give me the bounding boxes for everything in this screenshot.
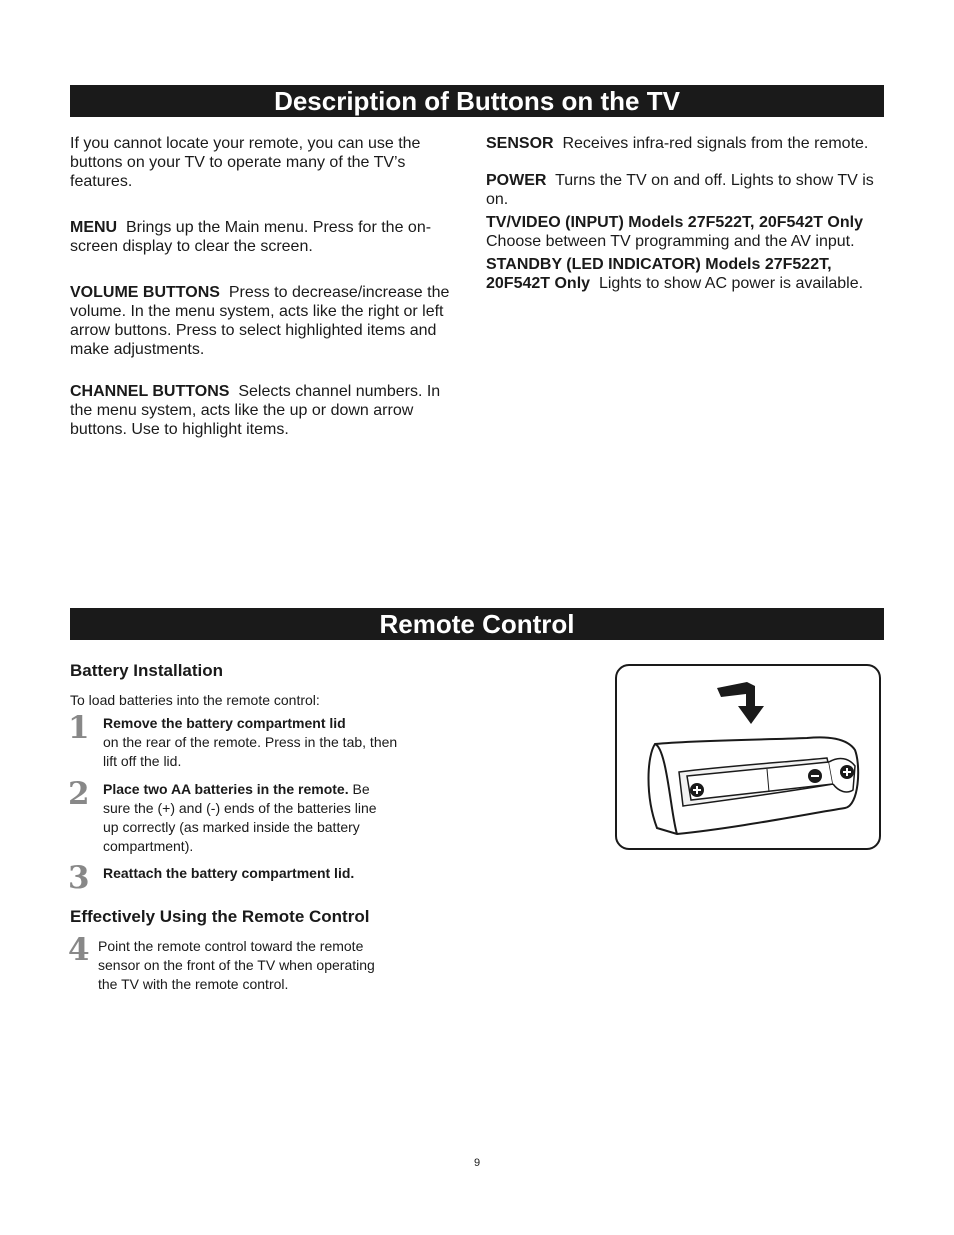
- down-arrow-icon: [717, 682, 764, 724]
- step-2-number: 2: [68, 776, 90, 812]
- menu-text: Brings up the Main menu. Press for the on-screen display to clear the screen.: [70, 219, 432, 255]
- step-4-number: 4: [68, 932, 90, 968]
- channel-text: Selects channel numbers. In the menu system, acts like the up or down arrow buttons. Use to highlight items.: [70, 383, 441, 438]
- channel-description: [70, 382, 450, 439]
- left-column: [70, 134, 450, 439]
- sensor-label: SENSOR: [486, 135, 554, 152]
- volume-label: VOLUME BUTTONS: [70, 284, 220, 301]
- standby-text: Lights to show AC power is available.: [598, 275, 864, 292]
- intro-text: If you cannot locate your remote, you can use the buttons on your TV to operate many of the TV’s features.: [70, 135, 421, 190]
- section-title-remote: Remote Control: [70, 608, 884, 640]
- power-description: [486, 171, 884, 209]
- standby-description: [486, 255, 884, 293]
- tvvideo-description: [486, 213, 884, 251]
- step-1-text: [103, 714, 403, 771]
- remote-drawing: [617, 666, 879, 848]
- sensor-description: [486, 134, 884, 153]
- step-3-number: 3: [68, 860, 90, 896]
- step-3-text: [103, 864, 403, 883]
- step-1-number: 1: [68, 710, 90, 746]
- power-text: Turns the TV on and off. Lights to show TV is on.: [486, 172, 874, 208]
- right-column: [486, 134, 884, 293]
- channel-label: CHANNEL BUTTONS: [70, 383, 230, 400]
- step-2-body: Be sure the (+) and (-) ends of the batteries line up correctly (as marked inside the battery compartment).: [103, 781, 377, 854]
- battery-installation-heading: Battery Installation: [70, 661, 224, 680]
- volume-text: Press to decrease/increase the volume. In the menu system, acts like the right or left arrow buttons. Press to select highlighted items and make adjustments.: [70, 284, 450, 358]
- battery-intro: To load batteries into the remote control:: [70, 692, 320, 708]
- page-number: 9: [473, 1157, 481, 1169]
- step-2-bold: Place two AA batteries in the remote.: [103, 781, 349, 797]
- section-title-buttons: Description of Buttons on the TV: [70, 85, 884, 117]
- step-3-bold: Reattach the battery compartment lid.: [103, 865, 355, 881]
- step-1-bold: Remove the battery compartment lid: [103, 715, 346, 731]
- sensor-text: Receives infra-red signals from the remote.: [562, 135, 869, 152]
- using-remote-heading: Effectively Using the Remote Control: [70, 907, 370, 926]
- tvvideo-label: TV/VIDEO (INPUT) Models 27F522T, 20F542T Only: [486, 214, 863, 231]
- step-4-text: Point the remote control toward the remote sensor on the front of the TV when operating the TV with the remote control.: [98, 938, 375, 992]
- remote-battery-illustration: [615, 664, 881, 850]
- step-1-body: on the rear of the remote. Press in the tab, then lift off the lid.: [103, 734, 398, 769]
- menu-description: [70, 218, 450, 256]
- menu-label: MENU: [70, 219, 118, 236]
- step-2-text: [103, 780, 395, 856]
- power-label: POWER: [486, 172, 547, 189]
- standby-label: STANDBY (LED INDICATOR) Models 27F522T, 20F542T Only: [486, 256, 832, 292]
- volume-description: [70, 283, 450, 359]
- tvvideo-text: Choose between TV programming and the AV input.: [486, 233, 855, 250]
